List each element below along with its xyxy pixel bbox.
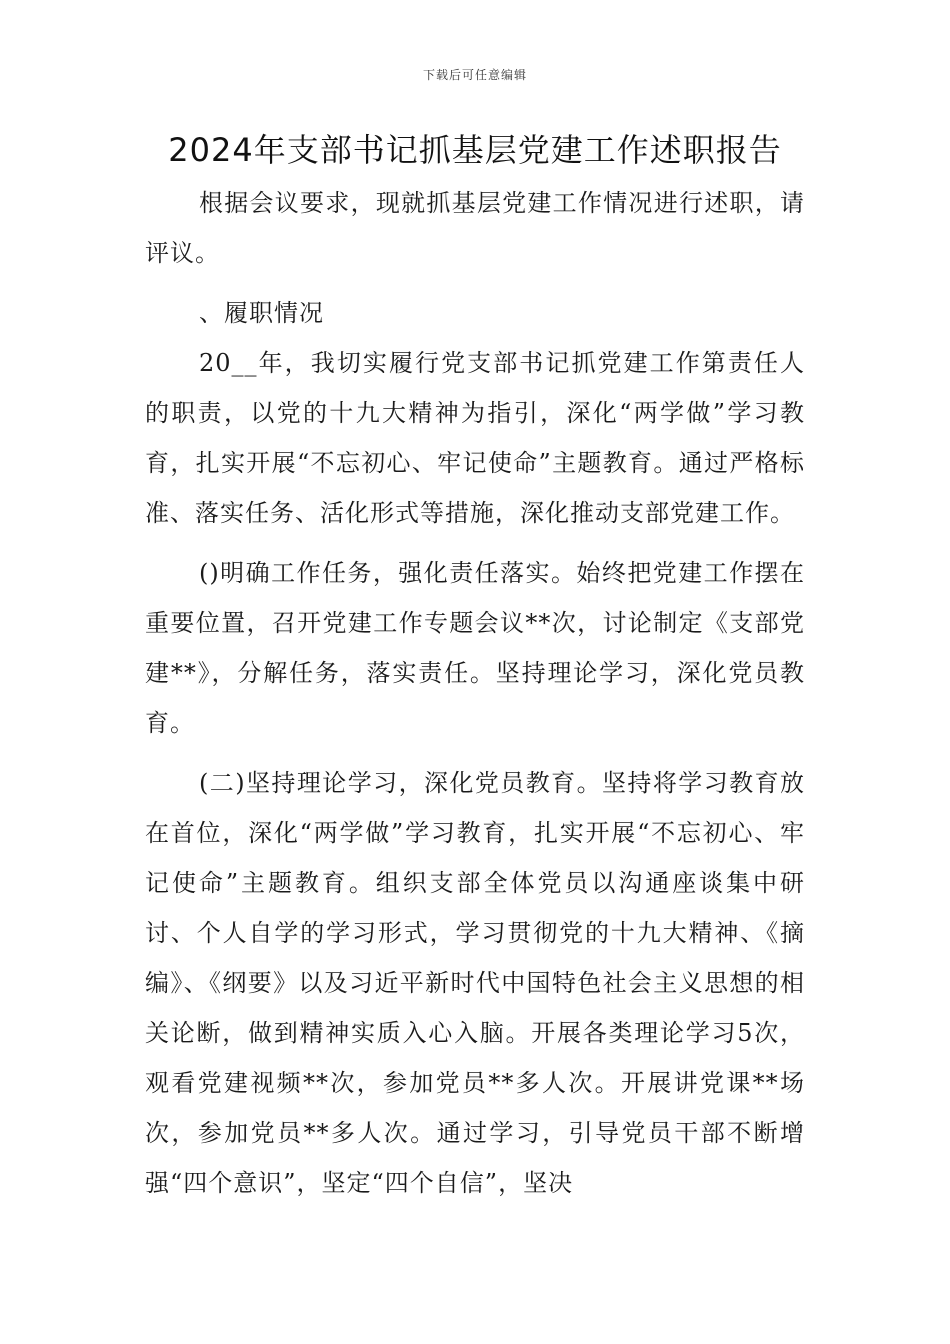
section-heading-performance: 、履职情况 bbox=[199, 299, 324, 327]
document-title: 2024年支部书记抓基层党建工作述职报告 bbox=[168, 131, 782, 169]
overview-paragraph: 20__年，我切实履行党支部书记抓党建工作第责任人的职责，以党的十九大精神为指引，深化“两学做”学习教育，扎实开展“不忘初心、牢记使命”主题教育。通过严格标准、落实任务、活化形式等措施，深化推动支部党建工作。 bbox=[145, 349, 805, 527]
download-note: 下载后可任意编辑 bbox=[422, 68, 527, 82]
intro-paragraph: 根据会议要求，现就抓基层党建工作情况进行述职，请评议。 bbox=[145, 189, 805, 267]
study-paragraph: (二)坚持理论学习，深化党员教育。坚持将学习教育放在首位，深化“两学做”学习教育，扎实开展“不忘初心、牢记使命”主题教育。组织支部全体党员以沟通座谈集中研讨、个人自学的学习形式，学习贯彻党的十九大精神、《摘编》、《纲要》以及习近平新时代中国特色社会主义思想的相关论断，做到精神实质入心入脑。开展各类理论学习5次，观看党建视频**次，参加党员**多人次。开展讲党课**场次，参加党员**多人次。通过学习，引导党员干部不断增强“四个意识”，坚定“四个自信”，坚决 bbox=[145, 769, 805, 1197]
task-paragraph: ()明确工作任务，强化责任落实。始终把党建工作摆在重要位置，召开党建工作专题会议**次，讨论制定《支部党建**》，分解任务，落实责任。坚持理论学习，深化党员教育。 bbox=[145, 559, 805, 737]
document-body bbox=[145, 178, 805, 1208]
